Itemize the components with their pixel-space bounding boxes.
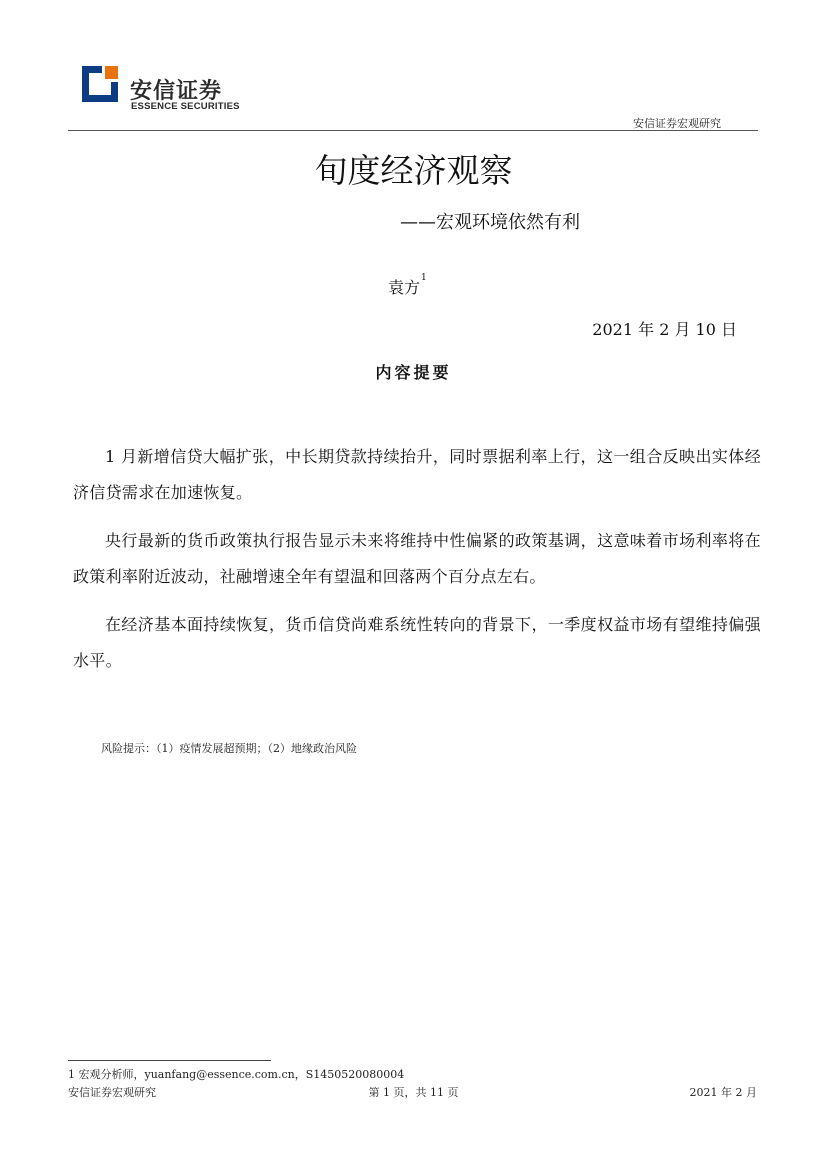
author-name: 袁方 (388, 278, 421, 297)
brand-name-cn: 安信证券 (130, 79, 223, 104)
abstract-paragraph: 1 月新增信贷大幅扩张，中长期贷款持续抬升，同时票据利率上行，这一组合反映出实体经济信贷需求在加速恢复。 (73, 447, 761, 502)
footnote-divider (68, 1060, 271, 1061)
page-number: 第 1 页，共 11 页 (368, 1086, 459, 1099)
header-right-label: 安信证券宏观研究 (633, 117, 721, 130)
risk-note: 风险提示：（1）疫情发展超预期；（2）地缘政治风险 (101, 742, 357, 755)
abstract-heading: 内容提要 (375, 363, 452, 382)
abstract-paragraph: 在经济基本面持续恢复，货币信贷尚难系统性转向的背景下，一季度权益市场有望维持偏强水平。 (73, 615, 761, 670)
report-date: 2021 年 2 月 10 日 (592, 320, 737, 339)
report-title: 旬度经济观察 (314, 151, 513, 190)
header-divider (68, 130, 758, 131)
author-line (388, 275, 427, 298)
footer-left: 安信证券宏观研究 (68, 1086, 156, 1099)
report-subtitle: ——宏观环境依然有利 (400, 212, 580, 233)
footer-right: 2021 年 2 月 (689, 1086, 757, 1099)
author-footnote-mark: 1 (421, 273, 427, 283)
abstract-body (73, 439, 761, 691)
abstract-paragraph: 央行最新的货币政策执行报告显示未来将维持中性偏紧的政策基调，这意味着市场利率将在政策利率附近波动，社融增速全年有望温和回落两个百分点左右。 (73, 531, 761, 586)
company-logo (82, 66, 118, 102)
footnote: 1 宏观分析师，yuanfang@essence.com.cn，S1450520080004 (68, 1068, 405, 1081)
brand-name-en: ESSENCE SECURITIES (131, 101, 240, 112)
